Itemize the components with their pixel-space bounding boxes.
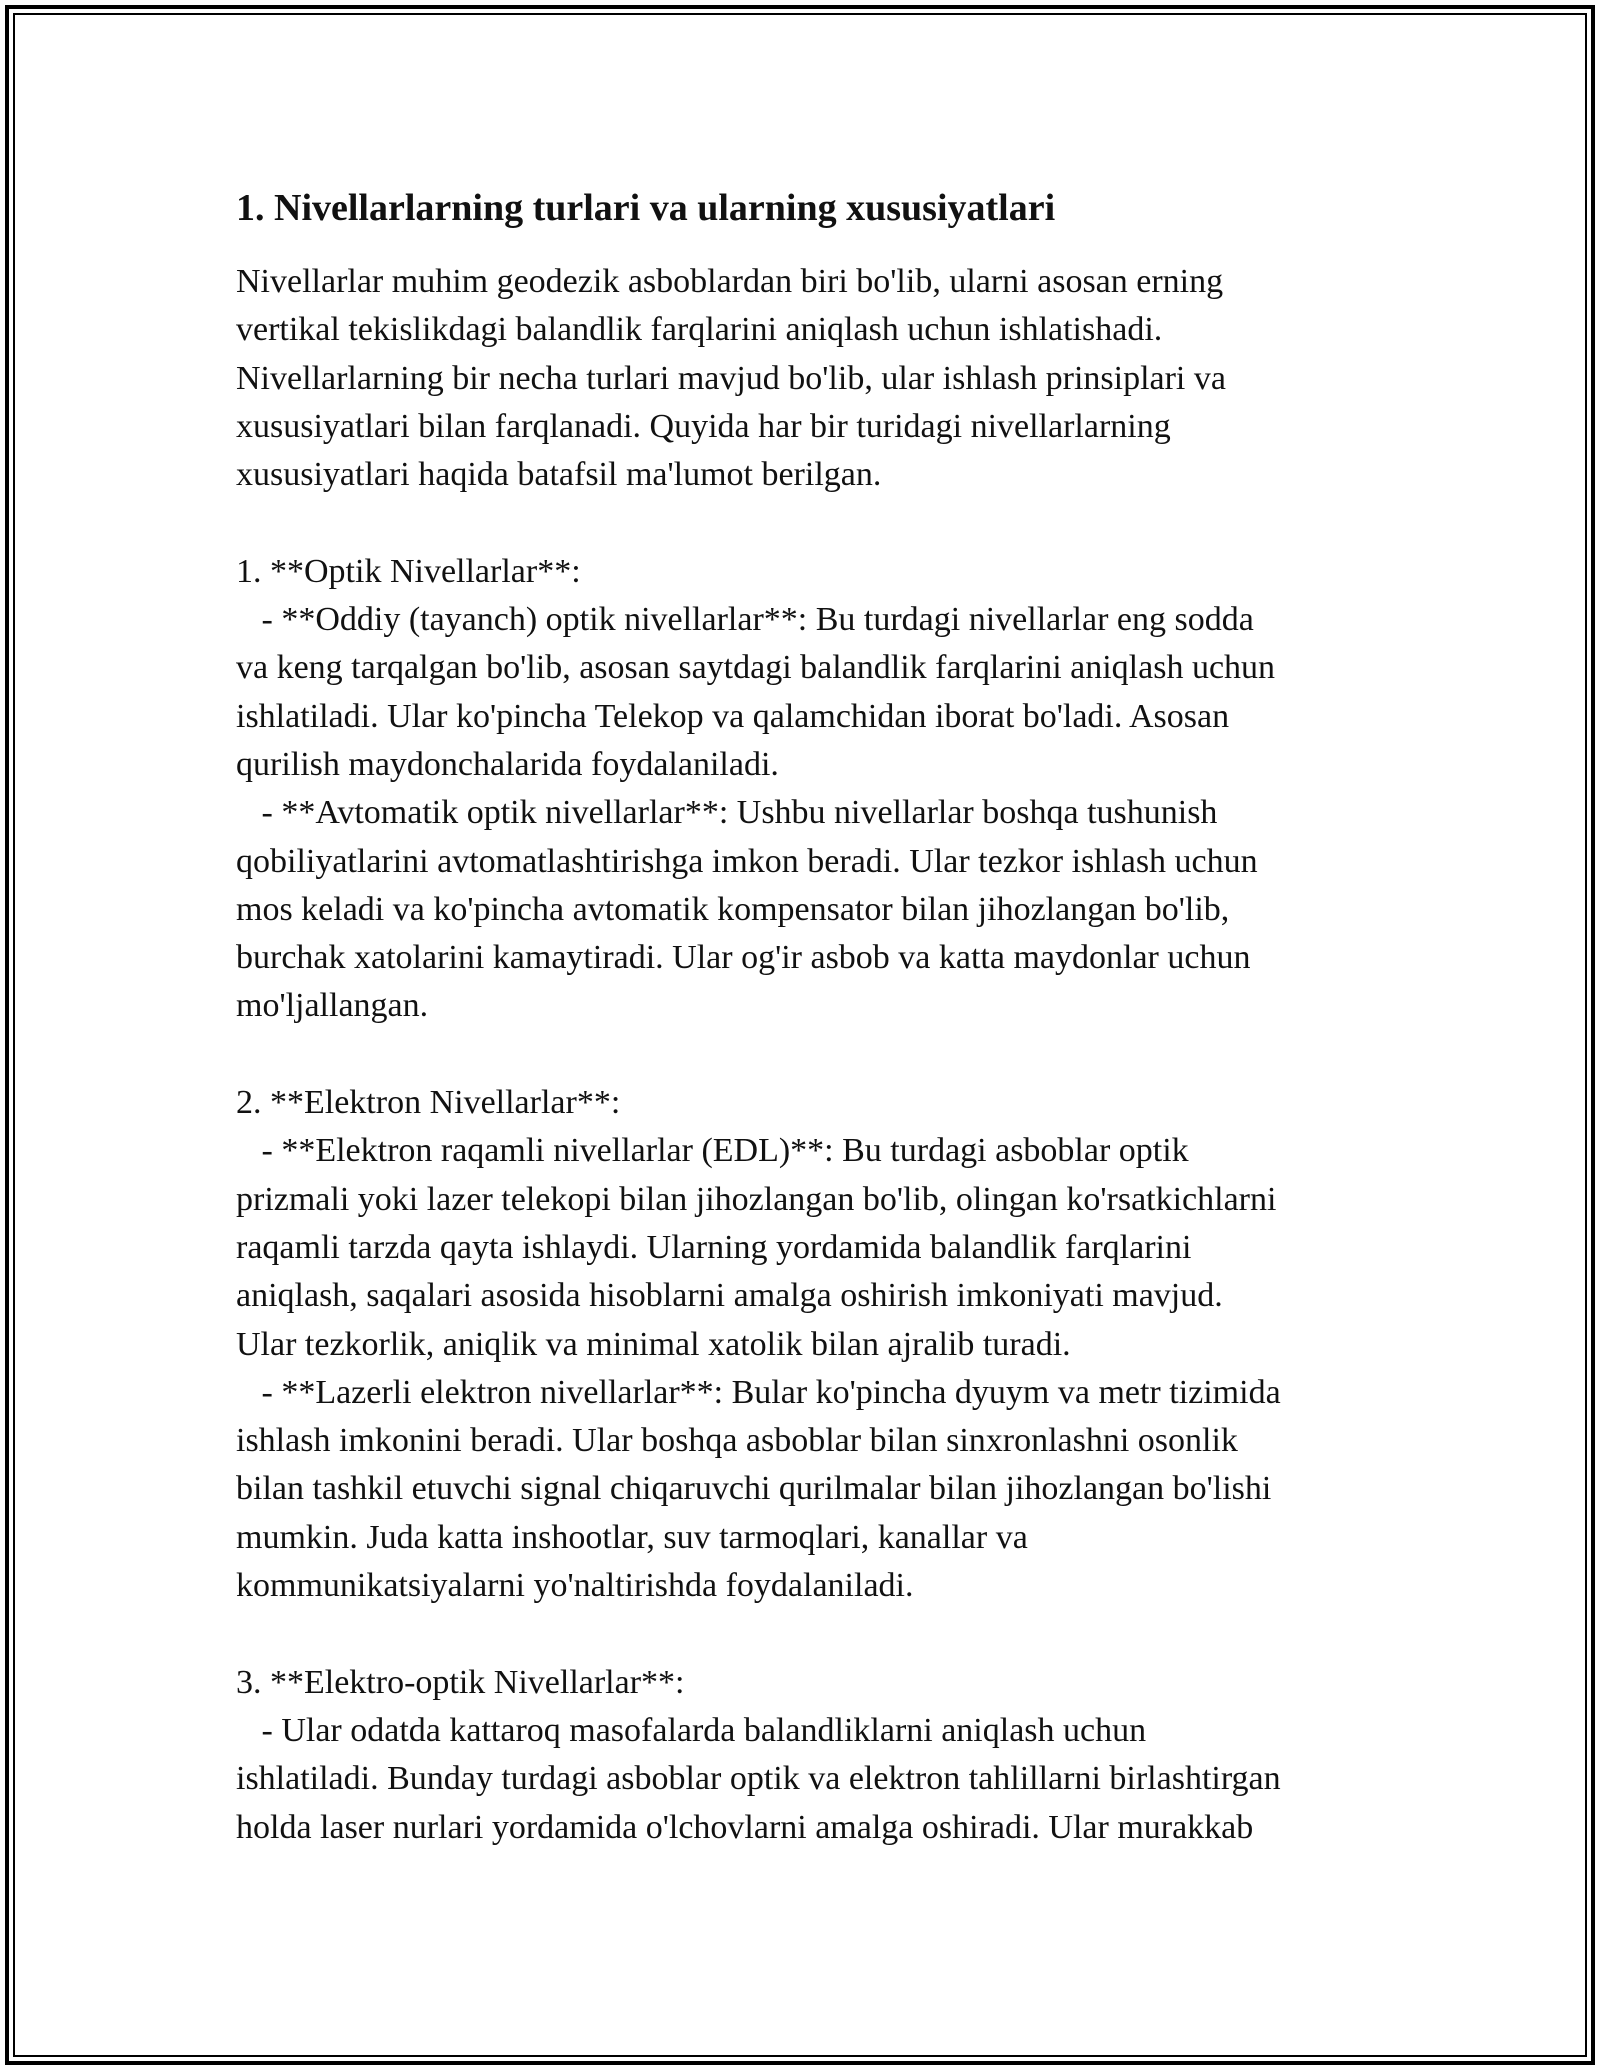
intro-line: Nivellarlarning bir necha turlari mavjud bo'lib, ular ishlash prinsiplari va <box>236 359 1226 397</box>
section-elektron-line: aniqlash, saqalari asosida hisoblarni amalga oshirish imkoniyati mavjud. <box>236 1277 1223 1315</box>
section-elektron-line: kommunikatsiyalarni yo'naltirishda foydalaniladi. <box>236 1567 914 1605</box>
section-elektron-line: - **Lazerli elektron nivellarlar**: Bular ko'pincha dyuym va metr tizimida <box>236 1373 1281 1411</box>
section-elektron-line: bilan tashkil etuvchi signal chiqaruvchi qurilmalar bilan jihozlangan bo'lishi <box>236 1470 1272 1508</box>
section-elektron-line: raqamli tarzda qayta ishlaydi. Ularning yordamida balandlik farqlarini <box>236 1228 1192 1266</box>
section-elektron-line: mumkin. Juda katta inshootlar, suv tarmoqlari, kanallar va <box>236 1518 1028 1556</box>
blank-line <box>236 1610 1376 1658</box>
section-elektron-line: 2. **Elektron Nivellarlar**: <box>236 1084 621 1122</box>
section-elektro-optik-line: 3. **Elektro-optik Nivellarlar**: <box>236 1663 685 1701</box>
document-content <box>236 184 1376 1852</box>
intro-line: Nivellarlar muhim geodezik asboblardan biri bo'lib, ularni asosan erning <box>236 263 1224 300</box>
section-optik-line: - **Avtomatik optik nivellarlar**: Ushbu nivellarlar boshqa tushunish <box>236 794 1218 832</box>
section-optik-line: burchak xatolarini kamaytiradi. Ular og'ir asbob va katta maydonlar uchun <box>236 939 1251 977</box>
section-elektro-optik <box>236 1659 1376 1852</box>
section-optik-line: ishlatiladi. Ular ko'pincha Telekop va qalamchidan iborat bo'ladi. Asosan <box>236 697 1230 735</box>
section-optik-line: mos keladi va ko'pincha avtomatik kompensator bilan jihozlangan bo'lib, <box>236 890 1230 928</box>
intro-paragraph <box>236 258 1376 499</box>
section-optik-line: mo'ljallangan. <box>236 987 429 1025</box>
section-optik-line: qobiliyatlarini avtomatlashtirishga imkon beradi. Ular tezkor ishlash uchun <box>236 842 1258 880</box>
document-body <box>236 258 1376 1852</box>
section-elektron-line: prizmali yoki lazer telekopi bilan jihozlangan bo'lib, olingan ko'rsatkichlarni <box>236 1180 1277 1218</box>
document-heading: 1. Nivellarlarning turlari va ularning xususiyatlari <box>236 187 1056 229</box>
section-elektro-optik-line: holda laser nurlari yordamida o'lchovlarni amalga oshiradi. Ular murakkab <box>236 1808 1254 1846</box>
section-elektron-line: Ular tezkorlik, aniqlik va minimal xatolik bilan ajralib turadi. <box>236 1325 1071 1363</box>
intro-line: xususiyatlari haqida batafsil ma'lumot berilgan. <box>236 456 882 494</box>
section-elektro-optik-line: - Ular odatda kattaroq masofalarda balandliklarni aniqlash uchun <box>236 1711 1147 1749</box>
section-optik-line: 1. **Optik Nivellarlar**: <box>236 552 581 590</box>
blank-line <box>236 499 1376 547</box>
intro-line: vertikal tekislikdagi balandlik farqlarini aniqlash uchun ishlatishadi. <box>236 311 1163 349</box>
section-elektron-line: - **Elektron raqamli nivellarlar (EDL)**: Bu turdagi asboblar optik <box>236 1132 1189 1170</box>
section-optik-line: va keng tarqalgan bo'lib, asosan saytdagi balandlik farqlarini aniqlash uchun <box>236 649 1276 687</box>
section-elektron <box>236 1079 1376 1610</box>
intro-line: xususiyatlari bilan farqlanadi. Quyida har bir turidagi nivellarlarning <box>236 407 1171 445</box>
section-optik <box>236 548 1376 1031</box>
blank-line <box>236 1031 1376 1079</box>
section-elektro-optik-line: ishlatiladi. Bunday turdagi asboblar optik va elektron tahlillarni birlashtirgan <box>236 1760 1281 1798</box>
section-optik-line: qurilish maydonchalarida foydalaniladi. <box>236 745 779 783</box>
section-optik-line: - **Oddiy (tayanch) optik nivellarlar**: Bu turdagi nivellarlar eng sodda <box>236 601 1254 639</box>
section-elektron-line: ishlash imkonini beradi. Ular boshqa asboblar bilan sinxronlashni osonlik <box>236 1422 1238 1460</box>
